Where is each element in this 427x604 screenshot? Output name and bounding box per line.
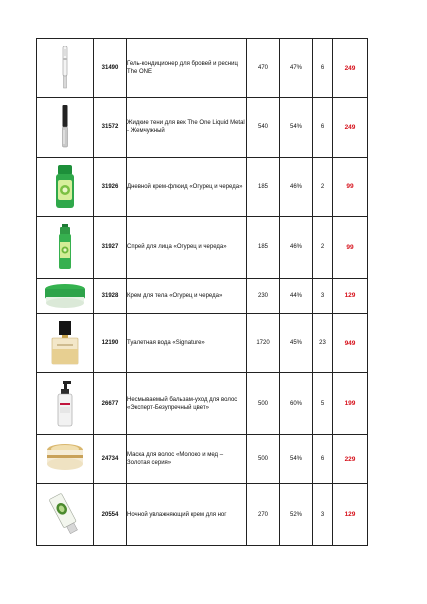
product-price: 129 (333, 278, 368, 314)
table-row (37, 314, 368, 373)
product-points: 270 (247, 484, 280, 546)
product-points: 185 (247, 216, 280, 278)
product-price: 229 (333, 435, 368, 484)
product-image-cell (37, 278, 94, 314)
product-points: 540 (247, 98, 280, 157)
product-bv: 3 (313, 278, 333, 314)
product-name: Спрей для лица «Огурец и череда» (127, 216, 247, 278)
product-discount: 52% (280, 484, 313, 546)
product-discount: 45% (280, 314, 313, 373)
perfume-bottle-icon (49, 321, 81, 365)
product-code: 31490 (94, 39, 127, 98)
table-row (37, 435, 368, 484)
table-row (37, 373, 368, 435)
product-price: 99 (333, 216, 368, 278)
product-points: 230 (247, 278, 280, 314)
product-price: 249 (333, 98, 368, 157)
product-name: Несмываемый бальзам-уход для волос «Эксперт-Безупречный цвет» (127, 373, 247, 435)
product-bv: 6 (313, 98, 333, 157)
product-name: Маска для волос «Молоко и мед – Золотая серия» (127, 435, 247, 484)
product-points: 1720 (247, 314, 280, 373)
product-discount: 47% (280, 39, 313, 98)
product-discount: 54% (280, 98, 313, 157)
green-fluid-bottle-icon (53, 165, 77, 209)
table-row (37, 157, 368, 216)
product-bv: 2 (313, 157, 333, 216)
product-image-cell (37, 314, 94, 373)
green-cream-jar-icon (43, 283, 87, 309)
liquid-eyeshadow-silver-icon (58, 105, 72, 149)
product-bv: 23 (313, 314, 333, 373)
product-price: 199 (333, 373, 368, 435)
product-name: Крем для тела «Огурец и череда» (127, 278, 247, 314)
product-image-cell (37, 98, 94, 157)
product-price: 949 (333, 314, 368, 373)
product-code: 31926 (94, 157, 127, 216)
product-code: 31928 (94, 278, 127, 314)
green-spray-bottle-icon (56, 224, 74, 270)
product-price: 99 (333, 157, 368, 216)
product-discount: 54% (280, 435, 313, 484)
product-code: 24734 (94, 435, 127, 484)
product-image-cell (37, 216, 94, 278)
product-name: Дневной крем-флюид «Огурец и череда» (127, 157, 247, 216)
table-row (37, 484, 368, 546)
product-name: Гель-кондиционер для бровей и ресниц The ONE (127, 39, 247, 98)
product-bv: 2 (313, 216, 333, 278)
product-code: 26677 (94, 373, 127, 435)
product-name: Туалетная вода «Signature» (127, 314, 247, 373)
product-code: 31927 (94, 216, 127, 278)
gold-jar-icon (44, 441, 86, 477)
product-image-cell (37, 39, 94, 98)
product-bv: 6 (313, 435, 333, 484)
product-price: 129 (333, 484, 368, 546)
product-discount: 46% (280, 216, 313, 278)
table-row (37, 98, 368, 157)
table-row (37, 39, 368, 98)
product-image-cell (37, 435, 94, 484)
product-points: 500 (247, 373, 280, 435)
product-discount: 44% (280, 278, 313, 314)
pump-bottle-icon (53, 381, 77, 427)
product-image-cell (37, 373, 94, 435)
product-code: 20554 (94, 484, 127, 546)
product-image-cell (37, 157, 94, 216)
product-discount: 60% (280, 373, 313, 435)
table-row (37, 278, 368, 314)
product-bv: 3 (313, 484, 333, 546)
product-table (36, 38, 368, 546)
product-price: 249 (333, 39, 368, 98)
table-row (37, 216, 368, 278)
product-bv: 6 (313, 39, 333, 98)
product-points: 185 (247, 157, 280, 216)
product-code: 31572 (94, 98, 127, 157)
foot-cream-tube-icon (48, 492, 82, 538)
product-points: 470 (247, 39, 280, 98)
product-name: Жидкие тени для век The One Liquid Metal - Жемчужный (127, 98, 247, 157)
product-code: 12190 (94, 314, 127, 373)
product-name: Ночной увлажняющий крем для ног (127, 484, 247, 546)
product-bv: 5 (313, 373, 333, 435)
product-image-cell (37, 484, 94, 546)
product-points: 500 (247, 435, 280, 484)
product-discount: 46% (280, 157, 313, 216)
mascara-tube-white-icon (58, 46, 72, 90)
